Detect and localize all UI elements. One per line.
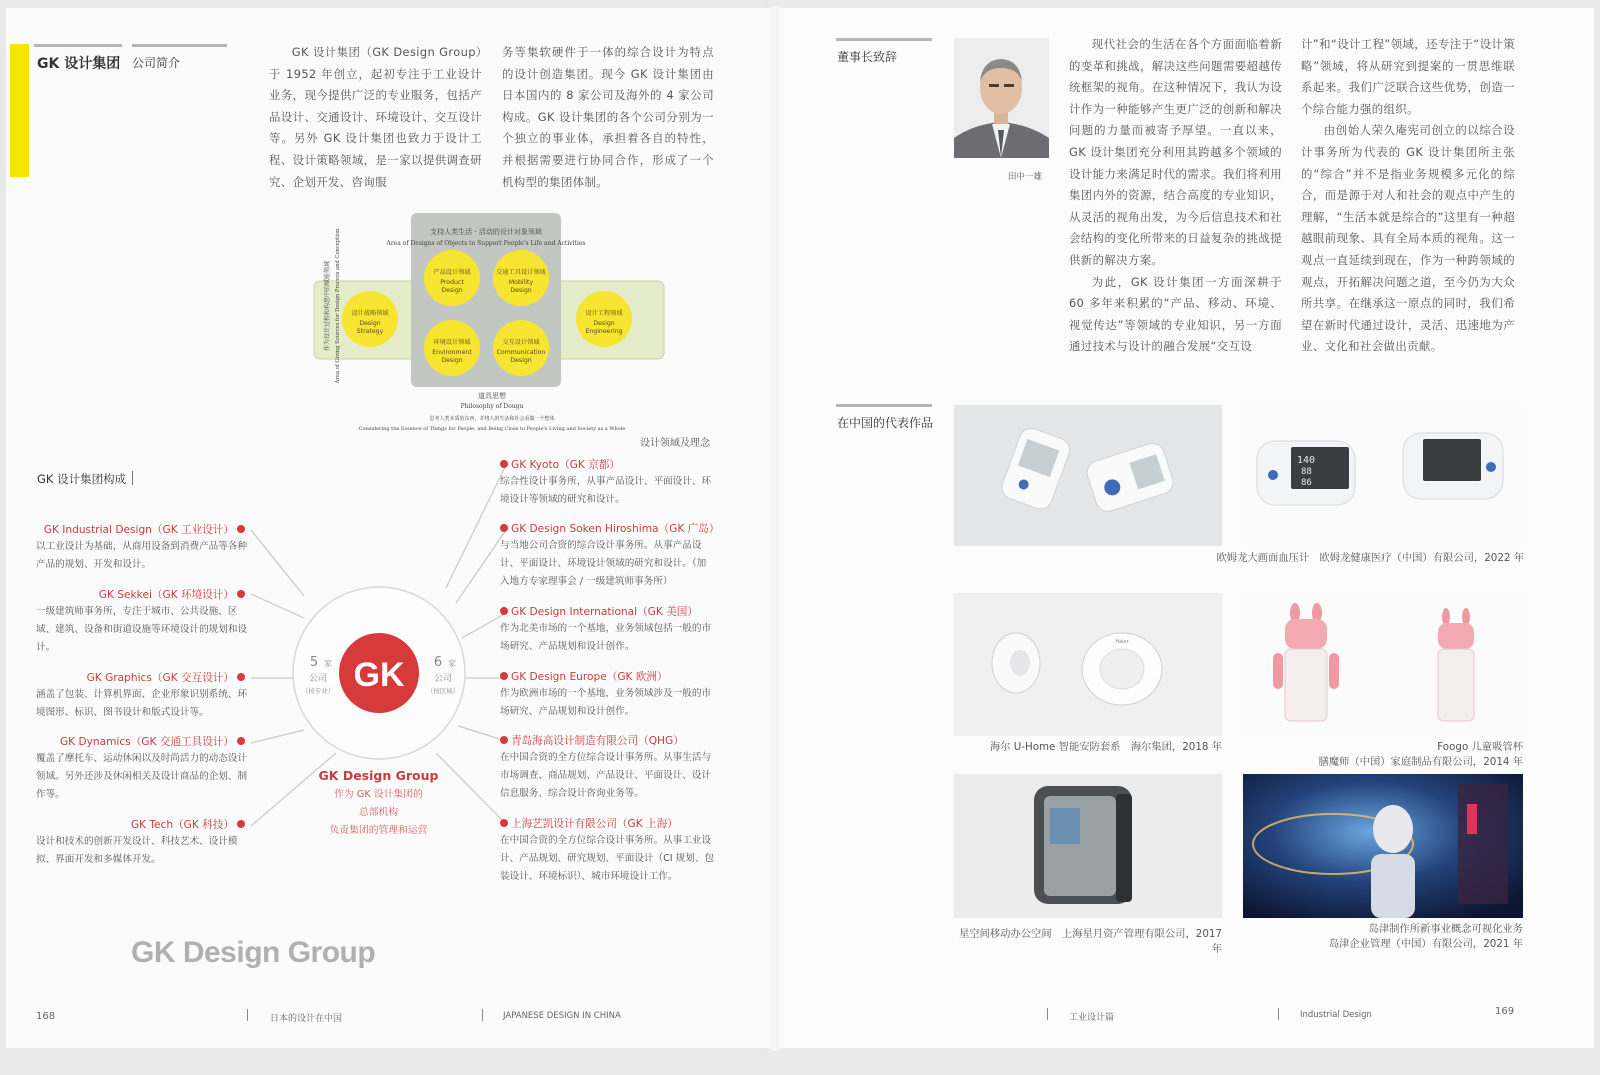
red-dot: [500, 819, 508, 827]
circle-communication-en1: Communication: [496, 349, 546, 356]
entity-title: 青岛海高设计制造有限公司（QHG）: [511, 735, 684, 747]
footer-book-en: JAPANESE DESIGN IN CHINA: [503, 1011, 621, 1021]
hub-left-word: 公司: [308, 674, 328, 684]
entity-desc: 以工业设计为基础，从商用设备到消费产品等各种产品的规划、开发和设计。: [36, 541, 248, 570]
right-entity-6: [500, 816, 715, 886]
circle-strategy-en1: Design: [359, 320, 381, 327]
photo-omron-vertical: [954, 405, 1222, 546]
portrait-caption: 田中一雄: [1008, 172, 1043, 182]
footer-section-en: Industrial Design: [1300, 1010, 1372, 1020]
circle-environment-en1: Environment: [432, 349, 472, 356]
page-number-right: 169: [1495, 1006, 1515, 1017]
circle-product: [424, 250, 480, 306]
red-dot: [500, 736, 508, 744]
left-entity-3: [36, 670, 248, 722]
red-dot: [500, 672, 508, 680]
entity-desc: 作为欧洲市场的一个基地，业务领域涉及一般的市场研究、产品规划和设计创作。: [500, 688, 712, 717]
structure-title: GK 设计集团构成: [37, 472, 127, 486]
entity-title: GK Dynamics（GK 交通工具设计）: [59, 736, 234, 748]
hub-left-unit: 家: [324, 659, 332, 668]
entity-desc: 涵盖了包装、计算机界面、企业形象识别系统、环境图形、标识、图书设计和版式设计等。: [36, 689, 248, 718]
red-dot: [500, 607, 508, 615]
red-dot: [237, 737, 245, 745]
bp-reading-3: 86: [1301, 478, 1312, 488]
structure-title-tick: [132, 471, 133, 485]
diagram-top-cn: 支持人类生活 · 活动的设计对象领域: [430, 228, 542, 236]
diagram-caption: 设计领域及理念: [640, 438, 710, 449]
caption-omron-company: 欧姆龙健康医疗（中国）有限公司，2022 年: [1319, 552, 1524, 564]
entity-title: GK Graphics（GK 交互设计）: [86, 672, 234, 684]
message-column-1: [1069, 34, 1282, 358]
hub-caption: [306, 768, 451, 840]
bp-reading-1: 140: [1297, 455, 1316, 466]
footer-book-cn: 日本的设计在中国: [270, 1014, 343, 1024]
footer-divider: [482, 1009, 483, 1021]
left-page: [6, 8, 771, 1048]
left-entity-4: [36, 734, 248, 804]
circle-communication-cn: 交互设计领域: [502, 339, 540, 346]
design-domain-diagram: [306, 208, 726, 448]
red-dot: [500, 460, 508, 468]
caption-shimadzu-company: 岛津企业管理（中国）有限公司，2021 年: [1328, 938, 1523, 950]
hub-right-unit: 家: [448, 659, 456, 668]
entity-desc: 设计和技术的创新开发设计、科技艺术、设计模拟、界面开发和多媒体开发。: [36, 836, 238, 865]
left-entity-1: [36, 522, 248, 574]
section-title: GK 设计集团: [37, 56, 121, 72]
caption-foogo-company: 膳魔师（中国）家庭制品有限公司，2014 年: [1318, 756, 1523, 768]
circle-engineering: [576, 291, 632, 347]
circle-communication: [493, 320, 549, 376]
hub-desc-2: 总部机构: [358, 807, 399, 818]
entity-desc: 与当地公司合资的综合设计事务所。从事产品设计、平面设计、环境设计领域的研究和设计。（加入地方专家理事会 / 一级建筑师事务所）: [500, 540, 707, 587]
red-dot: [237, 525, 245, 533]
hub-right-num: 6: [433, 655, 443, 670]
entity-title: GK Design International（GK 美国）: [511, 606, 698, 618]
circle-strategy: [342, 291, 398, 347]
photo-foogo-cups: [1243, 593, 1523, 736]
entity-title: 上海艺凯设计有限公司（GK 上海）: [511, 818, 678, 830]
diagram-bottom-sub-cn: 思考人类本质的东西，并将人的生活和社会看做一个整体: [429, 416, 555, 422]
circle-product-en2: Design: [441, 287, 463, 294]
intro-text-2: 务等集软硬件于一体的综合设计为特点的设计创造集团。现今 GK 设计集团由日本国内的 8 家公司及海外的 4 家公司构成。GK 设计集团的各个公司分别为一个独立的事业体，承担着各自的特性，并根据需要进行协同合作，形成了一个机构型的集团体制。: [502, 45, 714, 189]
hub-left-num: 5: [309, 655, 319, 670]
circle-product-en1: Product: [440, 279, 464, 286]
right-entity-4: [500, 669, 715, 721]
big-group-title: GK Design Group: [131, 936, 376, 969]
diagram-bottom-cn: 道具思想: [478, 392, 506, 400]
chairman-portrait: [954, 38, 1049, 158]
circle-mobility-cn: 交通工具设计领域: [496, 269, 546, 276]
caption-foogo: [1243, 740, 1523, 770]
chair-title: 董事长致辞: [837, 50, 898, 64]
right-entity-3: [500, 604, 715, 656]
circle-communication-en2: Design: [510, 357, 532, 364]
intro-column-2: [502, 42, 714, 193]
hub-desc-1: 作为 GK 设计集团的: [334, 789, 423, 800]
photo-shimadzu: [1243, 774, 1523, 918]
entity-title: GK Industrial Design（GK 工业设计）: [43, 524, 234, 536]
hub-left-note: （按专业）: [301, 687, 335, 695]
red-dot: [237, 673, 245, 681]
entity-title: GK Tech（GK 科技）: [130, 819, 234, 831]
caption-haier: 海尔 U-Home 智能安防套系 海尔集团，2018 年: [989, 741, 1222, 753]
circle-product-cn: 产品设计领域: [433, 269, 471, 276]
message-para-1: 现代社会的生活在各个方面面临着新的变革和挑战，解决这些问题需要超越传统框架的视角。在这种情况下，我认为设计作为一种能够产生更广泛的创新和解决问题的力量而被寄予厚望。一直以来，GK 设计集团充分利用其跨越多个领域的设计能力来满足时代的需求。我们将利用集团内外的资源，结合高度的专业知识，从灵活的视角出发，为今后信息技术和社会结构的变化所带来的日益复杂的挑战提供新的解决方案。: [1069, 37, 1282, 267]
circle-engineering-en2: Engineering: [585, 328, 623, 335]
intro-column-1: [269, 42, 482, 193]
works-title-rule: [836, 404, 932, 407]
circle-mobility-en1: Mobility: [508, 279, 534, 286]
entity-desc: 作为北美市场的一个基地，业务领域包括一般的市场研究、产品规划和设计创作。: [500, 623, 712, 652]
circle-mobility: [493, 250, 549, 306]
diagram-side-cn: 作为设计过程和构思中的赋能领域: [324, 260, 331, 352]
entity-desc: 在中国合资的全方位综合设计事务所。从事工业设计、产品规划、研究规划、平面设计（CI 规划、包装设计、环境标识）、城市环境设计工作。: [500, 835, 715, 882]
message-para-2: 为此，GK 设计集团一方面深耕于 60 多年来积累的“产品、移动、环境、视觉传达”等领域的专业知识，另一方面通过技术与设计的融合发展“交互设: [1069, 274, 1282, 354]
diagram-top-en: Area of Designs of Objects to Support People's Life and Activities: [386, 240, 586, 247]
caption-shimadzu-business: 岛津制作所新事业概念可视化业务: [1368, 923, 1523, 935]
haier-brand-text: Haier: [1115, 639, 1129, 645]
hub-right-word: 公司: [433, 674, 453, 684]
footer-section-cn: 工业设计篇: [1069, 1013, 1115, 1023]
circle-environment-en2: Design: [441, 357, 463, 364]
message-para-3: 计”和“设计工程”领域，还专注于“设计策略”领域，将从研究到提案的一贯思维联系起来。我们广泛联合这些优势，创造一个综合能力强的组织。: [1301, 37, 1515, 116]
title-rule: [34, 44, 122, 47]
circle-environment-cn: 环境设计领域: [433, 339, 471, 346]
caption-foogo-product: Foogo 儿童吸管杯: [1437, 741, 1523, 753]
intro-text-1: GK 设计集团（GK Design Group）于 1952 年创立，起初专注于工业设计业务，现今提供广泛的专业服务，包括产品设计、交通设计、环境设计、交互设计等。另外 GK 设计集团也致力于设计工程、设计策略领域，是一家以提供调查研究、企划开发、咨询服: [269, 45, 482, 189]
diagram-bottom-sub-en: Considering the Essence of Things for People, and Being Close to People's Living and Society as a Whole: [358, 426, 626, 432]
entity-desc: 一级建筑师事务所，专注于城市、公共设施、区域、建筑、设备和街道设施等环境设计的规划和设计。: [36, 606, 248, 653]
footer-divider: [1278, 1008, 1279, 1020]
right-entity-5: [500, 733, 715, 803]
circle-environment: [424, 320, 480, 376]
right-page: [779, 8, 1594, 1048]
red-dot: [237, 820, 245, 828]
entity-desc: 覆盖了摩托车、运动休闲以及时尚活力的动态设计领域。另外还涉及休闲相关及设计商品的企划、制作等。: [36, 753, 248, 800]
hub-right-note: （按区域）: [426, 687, 460, 695]
caption-shimadzu: [1243, 922, 1523, 952]
circle-engineering-en1: Design: [593, 320, 615, 327]
entity-title: GK Sekkei（GK 环境设计）: [98, 589, 234, 601]
gk-logo-text: GK: [353, 656, 405, 694]
red-dot: [500, 524, 508, 532]
diagram-bottom-en: Philosophy of Dougu: [460, 403, 524, 410]
entity-desc: 在中国合资的全方位综合设计事务所。从事生活与市场调查、商品规划、产品设计、平面设计、设计信息服务、综合设计咨询业务等。: [500, 752, 712, 799]
message-column-2: [1301, 34, 1515, 358]
section-subtitle: 公司简介: [132, 56, 181, 70]
hub-name: GK Design Group: [318, 768, 439, 783]
yellow-accent-bar: [10, 44, 29, 177]
entity-title: GK Design Soken Hiroshima（GK 广岛）: [511, 523, 720, 535]
chair-title-rule: [836, 38, 932, 41]
page-number-left: 168: [36, 1011, 56, 1022]
footer-divider: [1047, 1008, 1048, 1020]
red-dot: [237, 590, 245, 598]
photo-omron-pair: [1243, 405, 1523, 546]
diagram-side-en: Area of Giving Sources for Design Process and Conception: [335, 228, 341, 384]
right-entity-1: [500, 457, 715, 509]
photo-star-space: [954, 774, 1222, 918]
hub-desc-3: 负责集团的管理和运营: [329, 825, 428, 836]
left-entity-2: [36, 587, 248, 657]
footer-divider: [247, 1009, 248, 1021]
left-entity-5: [36, 817, 248, 869]
message-para-4: 由创始人荣久庵宪司创立的以综合设计事务所为代表的 GK 设计集团所主张的“综合”并不是指业务规模多元化的综合，而是源于对人和社会的观点中产生的理解，“生活本就是综合的”这里有一种超越眼前现象、具有全局本质的视角。这一观点一直延续到现在，作为一种跨领域的观点，开拓解决问题之道，至今仍为大众所共享。在继承这一原点的同时，我们希望在新时代通过设计，灵活、迅速地为产业、文化和社会做出贡献。: [1301, 123, 1515, 354]
subtitle-rule: [132, 44, 227, 47]
entity-title: GK Design Europe（GK 欧洲）: [511, 671, 668, 683]
right-entity-2: [500, 521, 720, 591]
circle-mobility-en2: Design: [510, 287, 532, 294]
bp-reading-2: 88: [1301, 467, 1312, 477]
works-title: 在中国的代表作品: [837, 416, 934, 430]
circle-engineering-cn: 设计工程领域: [585, 310, 623, 317]
caption-omron-product: 欧姆龙大画面血压计: [1216, 552, 1310, 564]
entity-title: GK Kyoto（GK 京都）: [511, 459, 620, 471]
circle-strategy-en2: Strategy: [356, 328, 384, 335]
caption-star: 星空间移动办公空间 上海星月资产管理有限公司，2017 年: [958, 928, 1222, 955]
circle-strategy-cn: 设计战略领域: [351, 310, 389, 317]
caption-omron: [1159, 551, 1524, 566]
entity-desc: 综合性设计事务所，从事产品设计、平面设计、环境设计等领域的研究和设计。: [500, 476, 712, 505]
photo-haier: [954, 593, 1222, 736]
